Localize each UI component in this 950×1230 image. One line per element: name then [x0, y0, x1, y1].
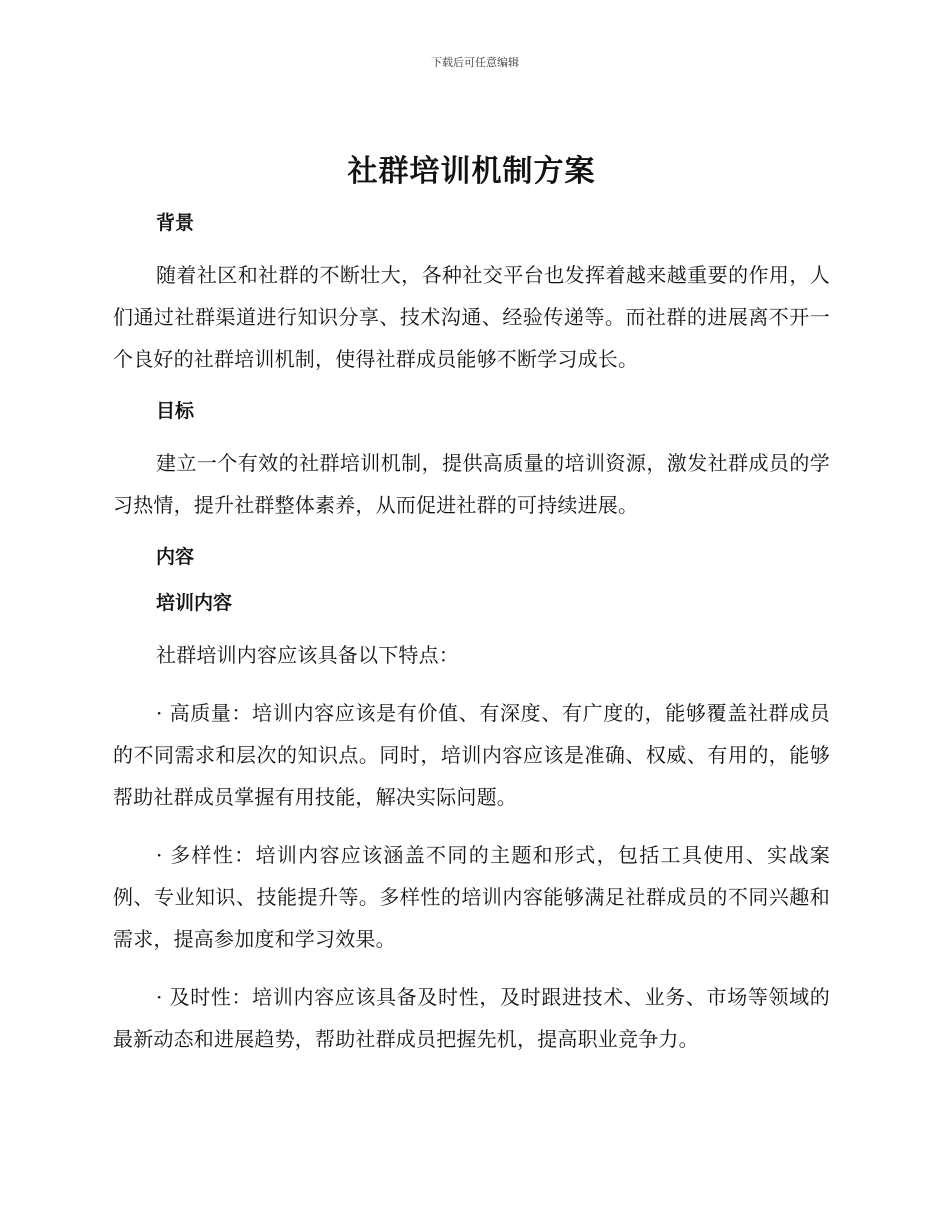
bullet-high-quality: · 高质量：培训内容应该是有价值、有深度、有广度的，能够覆盖社群成员的不同需求和层次的知识点。同时，培训内容应该是准确、权威、有用的，能够帮助社群成员掌握有用技能，解决实际问题。 [113, 701, 830, 809]
header-note: 下载后可任意编辑 [431, 56, 519, 69]
section-heading-training-content: 培训内容 [156, 592, 233, 614]
goal-paragraph: 建立一个有效的社群培训机制，提供高质量的培训资源，激发社群成员的学习热情，提升社群整体素养，从而促进社群的可持续进展。 [113, 451, 830, 517]
bullet-diversity: · 多样性：培训内容应该涵盖不同的主题和形式，包括工具使用、实战案例、专业知识、技能提升等。多样性的培训内容能够满足社群成员的不同兴趣和需求，提高参加度和学习效果。 [113, 843, 830, 951]
section-heading-goal: 目标 [156, 400, 195, 422]
section-heading-content: 内容 [156, 546, 195, 568]
background-paragraph: 随着社区和社群的不断壮大，各种社交平台也发挥着越来越重要的作用，人们通过社群渠道进行知识分享、技术沟通、经验传递等。而社群的进展离不开一个良好的社群培训机制，使得社群成员能够不断学习成长。 [113, 263, 830, 371]
document-title: 社群培训机制方案 [347, 154, 596, 189]
bullet-timeliness: · 及时性：培训内容应该具备及时性，及时跟进技术、业务、市场等领域的最新动态和进展趋势，帮助社群成员把握先机，提高职业竞争力。 [113, 985, 830, 1051]
training-content-intro: 社群培训内容应该具备以下特点： [156, 643, 459, 667]
document-body [113, 150, 830, 1076]
section-heading-background: 背景 [156, 212, 195, 234]
